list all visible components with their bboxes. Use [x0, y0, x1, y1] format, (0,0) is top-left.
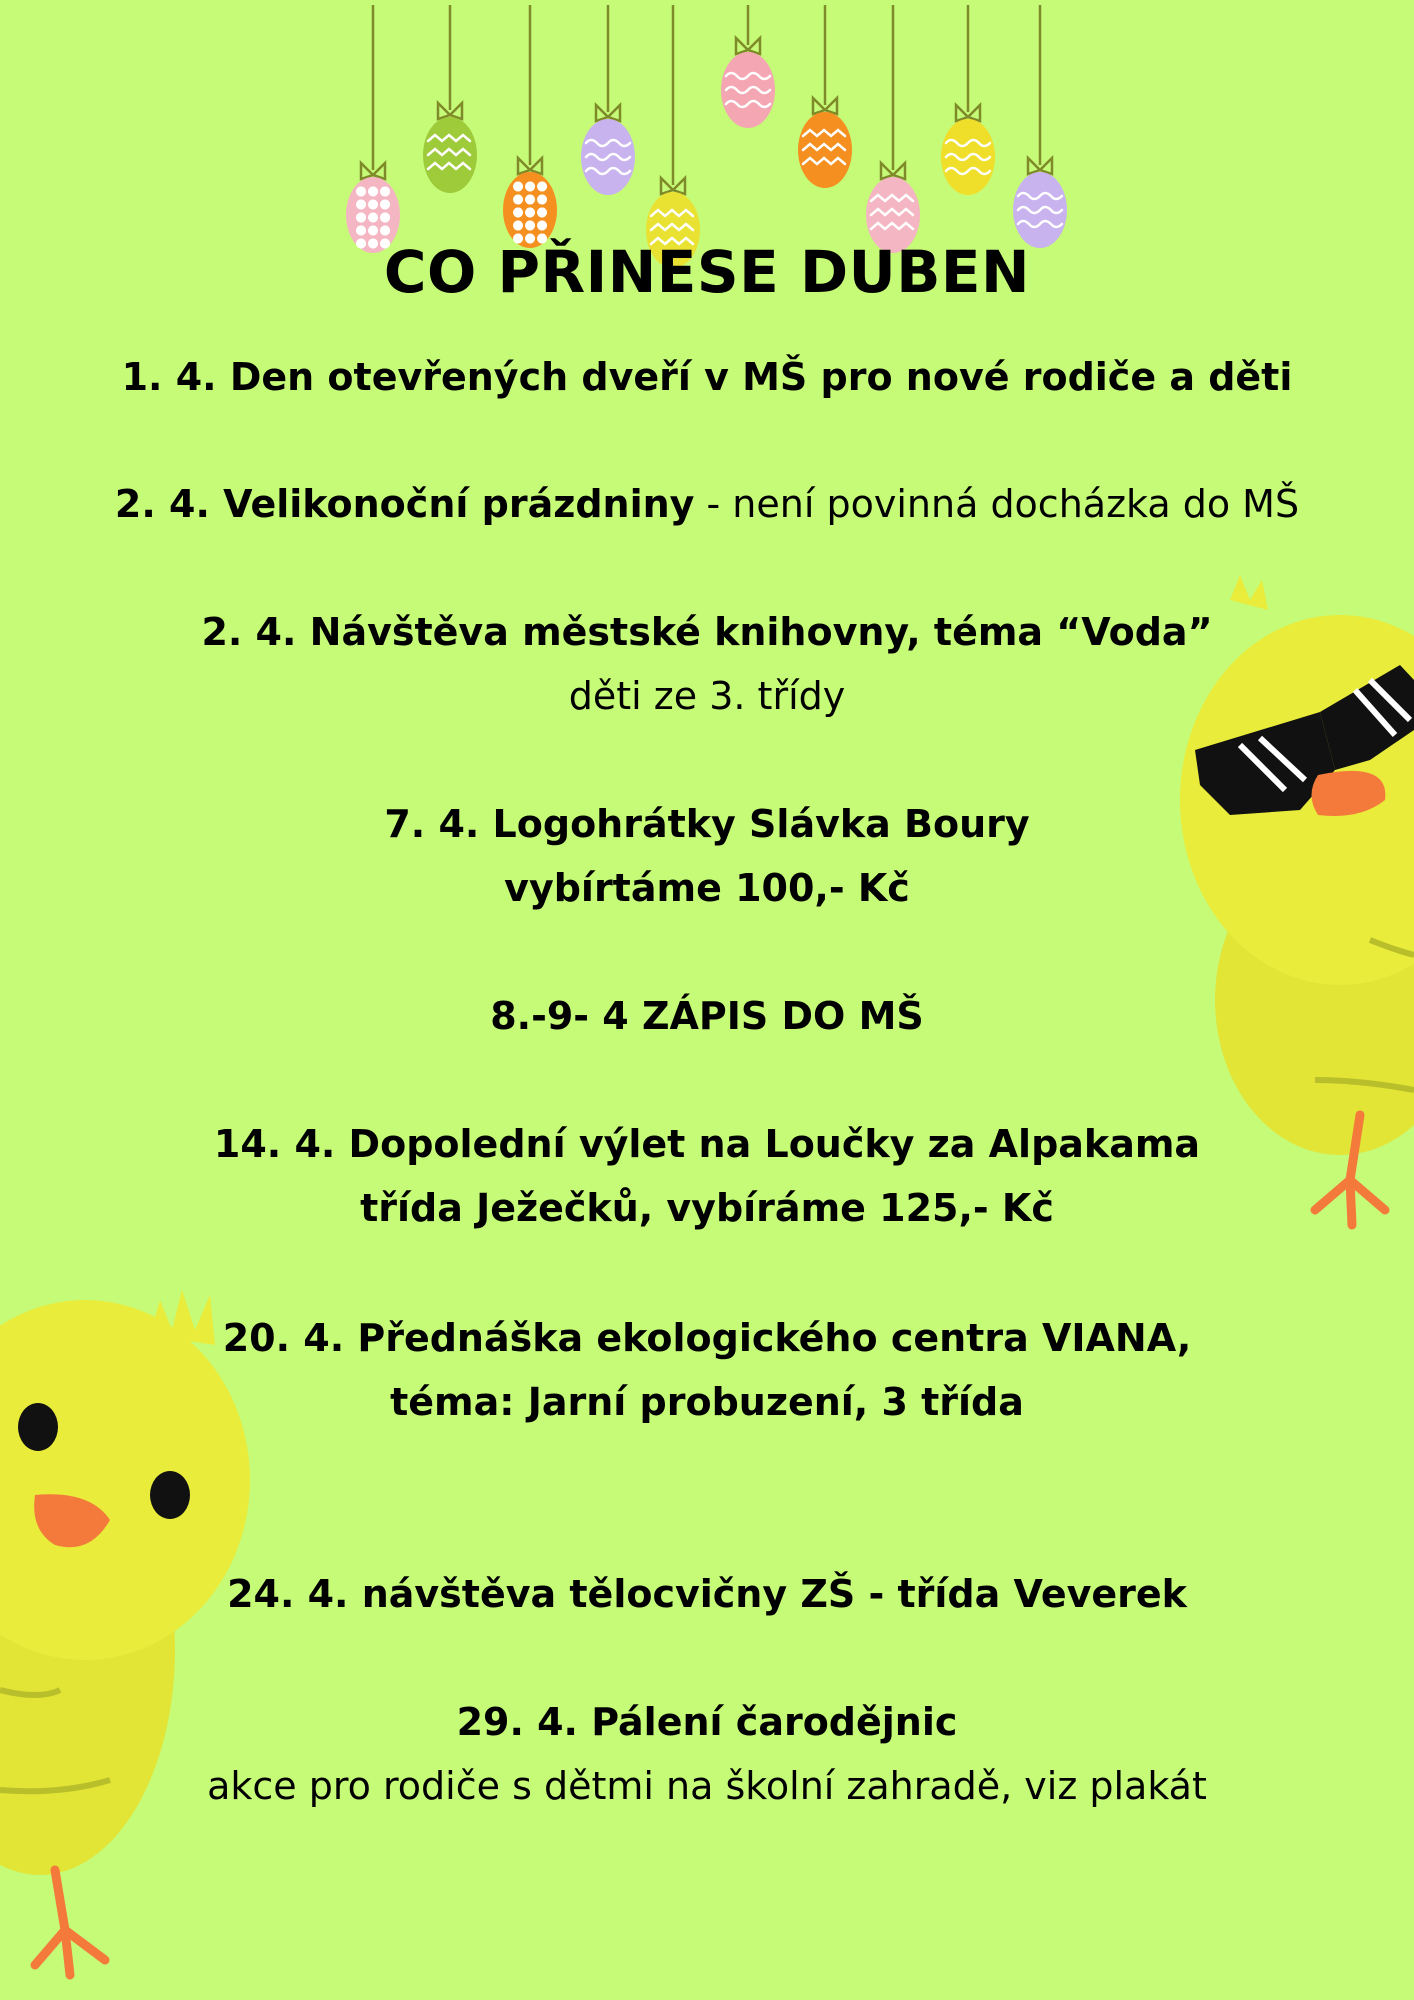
event-item [40, 1306, 1374, 1434]
event-title: 24. 4. návštěva tělocvičny ZŠ - třída Veverek [227, 1572, 1187, 1616]
event-title: 2. 4. Velikonoční prázdniny [114, 482, 695, 526]
event-item [40, 984, 1374, 1048]
event-item [40, 1562, 1374, 1626]
page-title: CO PŘINESE DUBEN [383, 238, 1031, 306]
event-detail: děti ze 3. třídy [568, 674, 846, 718]
event-item [40, 472, 1374, 536]
event-item [40, 1112, 1374, 1240]
event-detail: téma: Jarní probuzení, 3 třída [390, 1380, 1024, 1424]
event-item [40, 600, 1374, 728]
event-title: 8.-9- 4 ZÁPIS DO MŠ [490, 994, 924, 1038]
event-item [40, 792, 1374, 920]
event-title: 7. 4. Logohrátky Slávka Boury [384, 802, 1030, 846]
event-title: 14. 4. Dopolední výlet na Loučky za Alpakama [213, 1122, 1201, 1166]
event-note: - není povinná docházka do MŠ [694, 482, 1300, 526]
event-title: 1. 4. Den otevřených dveří v MŠ pro nové rodiče a děti [121, 355, 1293, 399]
event-title: 29. 4. Pálení čarodějnic [456, 1700, 958, 1744]
event-title: 2. 4. Návštěva městské knihovny, téma “Voda” [201, 610, 1213, 654]
event-item [40, 1690, 1374, 1818]
event-title: 20. 4. Přednáška ekologického centra VIANA, [222, 1316, 1192, 1360]
event-detail: vybírtáme 100,- Kč [504, 866, 910, 910]
event-item [40, 345, 1374, 409]
event-detail: třída Ježečků, vybíráme 125,- Kč [360, 1186, 1054, 1230]
hanging-easter-eggs [346, 5, 1067, 268]
event-detail: akce pro rodiče s dětmi na školní zahradě, viz plakát [207, 1764, 1207, 1808]
